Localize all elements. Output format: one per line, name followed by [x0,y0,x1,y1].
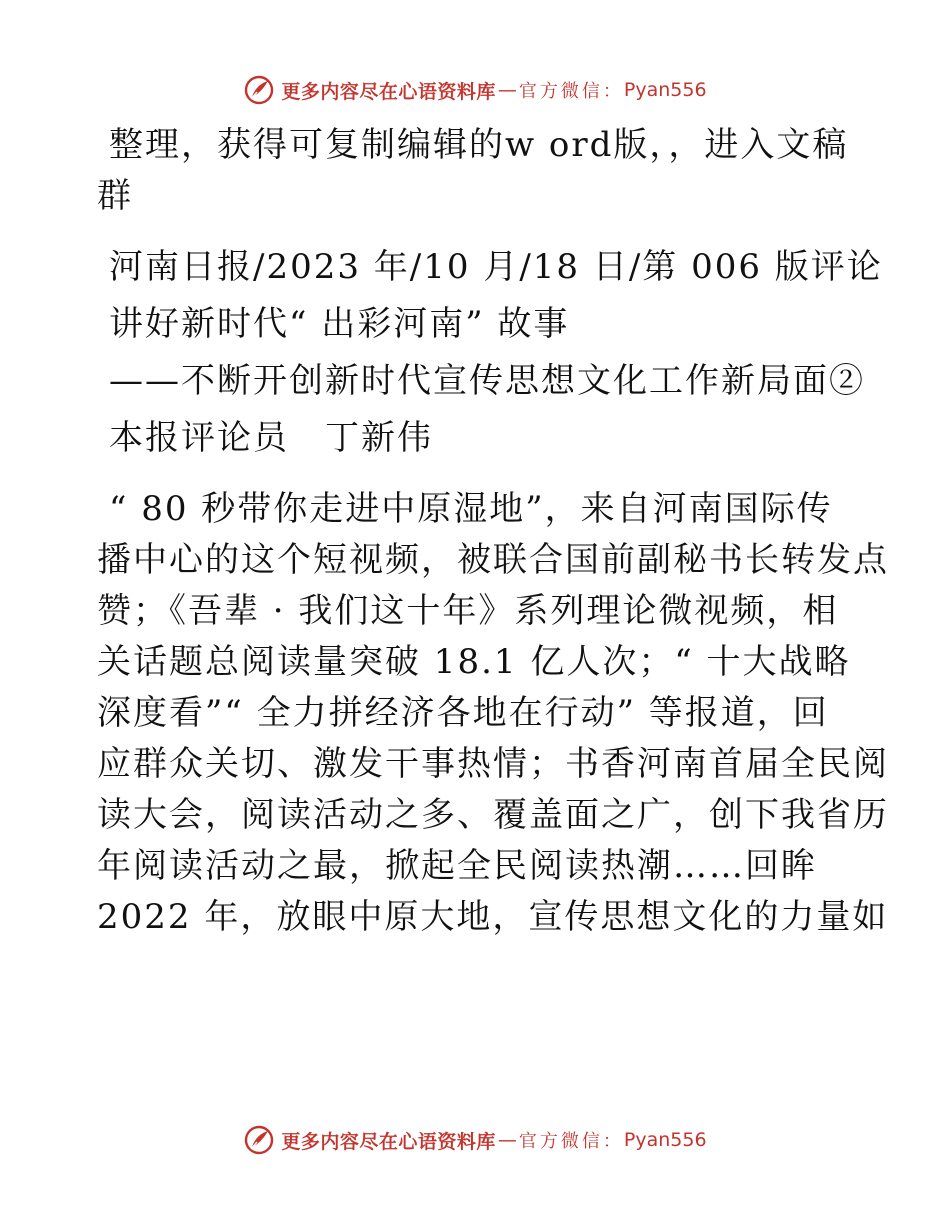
paragraph-line: 关话题总阅读量突破 18.1 亿人次；“ 十大战略 [97,642,851,682]
watermark-wechat-id: Pyan556 [623,79,707,101]
feather-logo-icon [243,74,275,106]
document-body [97,120,889,943]
article-paragraph [97,484,889,943]
paragraph-line: 年阅读活动之最，掀起全民阅读热潮……回眸 [97,846,817,886]
article-title: 讲好新时代“ 出彩河南” 故事 [109,304,570,344]
paragraph-line: 读大会，阅读活动之多、覆盖面之广，创下我省历 [97,795,889,835]
paragraph-line: 赞；《吾辈 · 我们这十年》系列理论微视频，相 [97,591,839,631]
watermark-site-text: 更多内容尽在心语资料库 [281,80,496,103]
header-watermark [0,70,950,110]
paragraph-line: 播中心的这个短视频，被联合国前副秘书长转发点 [97,540,889,580]
watermark-wechat-id: Pyan556 [623,1129,707,1151]
watermark-label: 官方微信： [518,1131,624,1152]
source-line: 河南日报/2023 年/10 月/18 日/第 006 版评论 [109,247,883,287]
intro-line-1: 整理，获得可复制编辑的w ord版，，进入文稿 [109,125,849,165]
paragraph-line: 深度看”“ 全力拼经济各地在行动” 等报道，回 [97,693,829,733]
paragraph-line: 应群众关切、激发干事热情；书香河南首届全民阅 [97,744,889,784]
feather-logo-icon [243,1124,275,1156]
watermark-dash: — [497,79,517,101]
byline: 本报评论员 丁新伟 [109,418,433,458]
watermark-dash: — [497,1129,517,1151]
intro-line-2: 群 [97,176,133,216]
watermark-site-text: 更多内容尽在心语资料库 [281,1130,496,1153]
watermark-label: 官方微信： [518,81,624,102]
paragraph-line: 2022 年，放眼中原大地，宣传思想文化的力量如 [97,897,889,937]
paragraph-line: “ 80 秒带你走进中原湿地”，来自河南国际传 [109,489,833,529]
article-subtitle: ——不断开创新时代宣传思想文化工作新局面② [109,361,865,401]
footer-watermark [0,1120,950,1160]
